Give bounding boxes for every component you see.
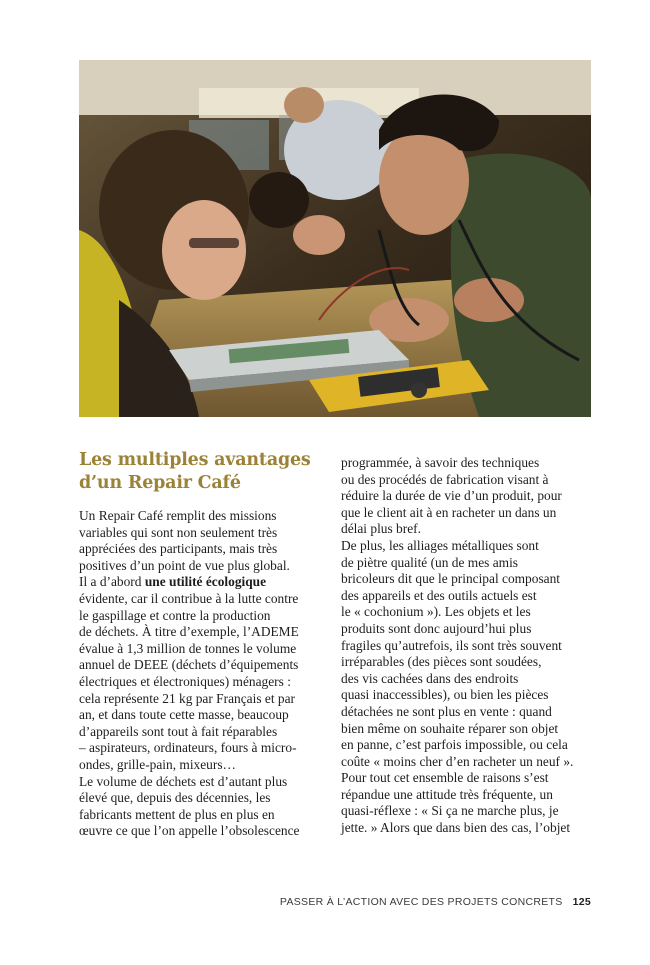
- text-line: Pour tout cet ensemble de raisons s’est: [341, 770, 549, 786]
- text-line-mixed: [79, 574, 329, 591]
- text-line: produits sont donc aujourd’hui plus: [341, 620, 532, 636]
- text-line: Un Repair Café remplit des missions: [79, 508, 277, 523]
- text-line: coûte « moins cher d’en racheter un neuf ».: [341, 753, 574, 769]
- text-line: délai plus bref.: [341, 521, 421, 537]
- body-column-right: [341, 455, 596, 837]
- text-line: en panne, c’est parfois impossible, ou cela: [341, 737, 568, 753]
- text-line: évidente, car il contribue à la lutte contre: [79, 590, 299, 606]
- text-line: que le client ait à en racheter un dans un: [341, 504, 557, 520]
- text-line: positives d’un point de vue plus global.: [79, 557, 290, 573]
- text-line: de piètre qualité (un de mes amis: [341, 554, 518, 570]
- text-line: fabricants mettent de plus en plus en: [79, 806, 275, 822]
- text-line: variables qui sont non seulement très: [79, 524, 278, 540]
- text-line: irréparables (des pièces sont soudées,: [341, 654, 542, 670]
- text-line: détachées ne sont plus en vente : quand: [341, 703, 552, 719]
- text-line: cela représente 21 kg par Français et par: [79, 690, 296, 706]
- text-line: des appareils et des outils actuels est: [341, 587, 537, 603]
- text-line: œuvre ce que l’on appelle l’obsolescence: [79, 823, 300, 839]
- section-heading: [79, 449, 329, 495]
- text-line: électriques et électroniques) ménagers :: [79, 673, 291, 689]
- text-line: quasi-réflexe : « Si ça ne marche plus, je: [341, 803, 559, 819]
- text-line: réduire la durée de vie d’un produit, pour: [341, 488, 562, 504]
- text-line: ou des procédés de fabrication visant à: [341, 471, 549, 487]
- running-footer-title: PASSER À L’ACTION AVEC DES PROJETS CONCRETS: [279, 896, 563, 908]
- heading-line-1: Les multiples avantages: [79, 450, 311, 470]
- text-line: jette. » Alors que dans bien des cas, l’objet: [341, 820, 571, 836]
- text-line: programmée, à savoir des techniques: [341, 455, 540, 470]
- text-line: fragiles qu’autrefois, ils sont très souvent: [341, 637, 562, 653]
- text-line: appréciées des participants, mais très: [79, 541, 278, 557]
- text-line: le gaspillage et contre la production: [79, 607, 271, 623]
- emphasis-ecologique: une utilité écologique: [144, 574, 267, 590]
- page-number: 125: [572, 896, 591, 908]
- text-line: répandue une attitude très fréquente, un: [341, 786, 553, 802]
- text-line: élevé que, depuis des décennies, les: [79, 790, 271, 806]
- page-footer: [280, 896, 591, 908]
- text-line: annuel de DEEE (déchets d’équipements: [79, 657, 299, 673]
- text-line: des vis cachées dans des endroits: [341, 670, 519, 686]
- text-line: – aspirateurs, ordinateurs, fours à micro-: [79, 740, 297, 756]
- repair-cafe-photo: [79, 60, 591, 417]
- photo-illustration: [79, 60, 591, 417]
- heading-line-2: d’un Repair Café: [79, 473, 241, 493]
- text-line: De plus, les alliages métalliques sont: [341, 537, 539, 553]
- text-line: ondes, grille-pain, mixeurs…: [79, 756, 236, 772]
- text-line: quasi inaccessibles), ou bien les pièces: [341, 687, 549, 703]
- text-line: bien même on souhaite réparer son objet: [341, 720, 559, 736]
- text-line: an, et dans toute cette masse, beaucoup: [79, 707, 289, 723]
- text-line: bricoleurs dit que le principal composant: [341, 571, 561, 587]
- text-line: évalue à 1,3 million de tonnes le volume: [79, 640, 297, 656]
- text-line: Le volume de déchets est d’autant plus: [79, 773, 288, 789]
- body-column-left: [79, 508, 329, 840]
- text-line: le « cochonium »). Les objets et les: [341, 604, 531, 620]
- text-line: d’appareils sont tout à fait réparables: [79, 723, 278, 739]
- text-run: Il a d’abord: [79, 574, 145, 590]
- text-line: de déchets. À titre d’exemple, l’ADEME: [79, 624, 299, 640]
